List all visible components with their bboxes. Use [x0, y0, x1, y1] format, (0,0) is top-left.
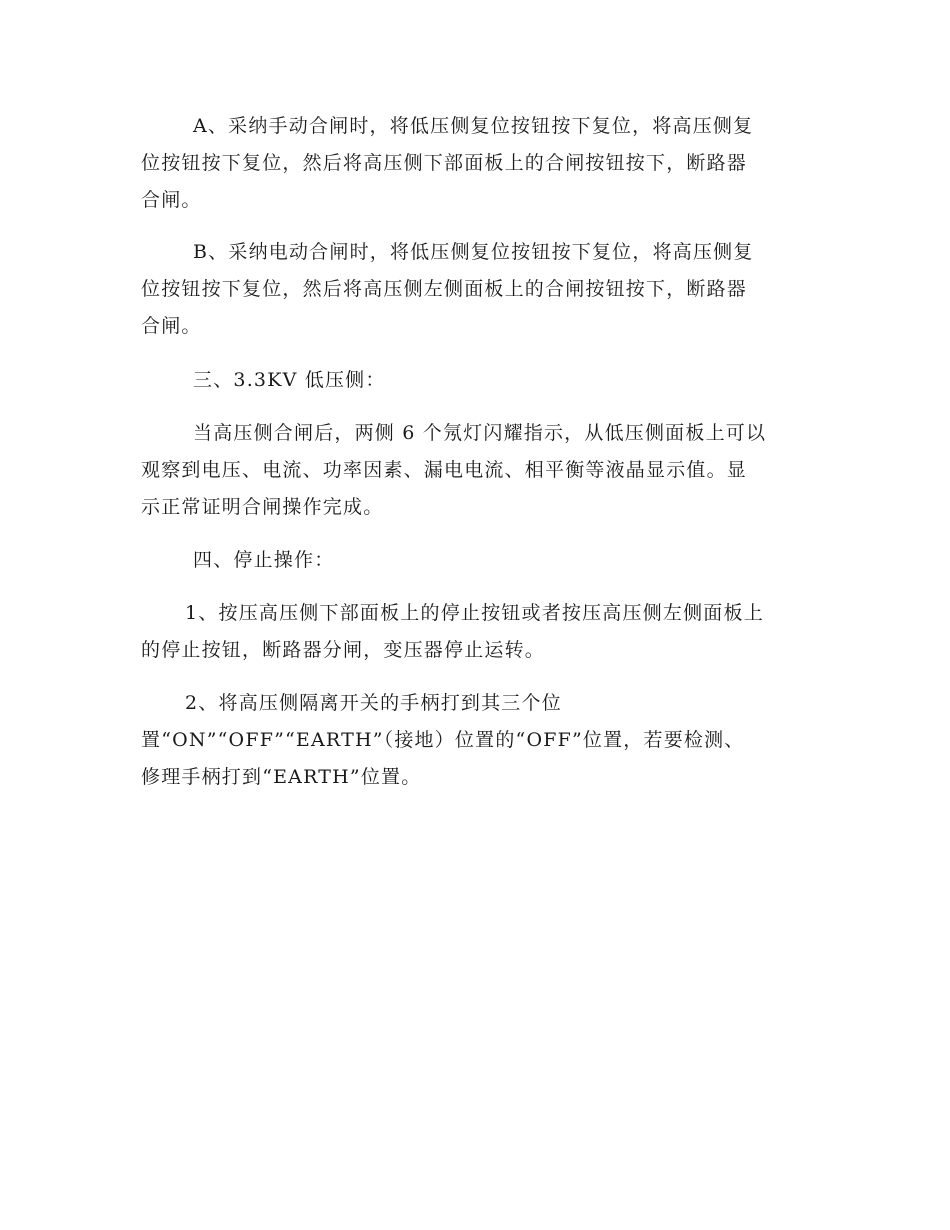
paragraph-line: 位按钮按下复位，然后将高压侧下部面板上的合闸按钮按下，断路器 [141, 152, 748, 174]
heading-text: 四、停止操作： [193, 549, 335, 571]
paragraph-line: 当高压侧合闸后，两侧 6 个氖灯闪耀指示，从低压侧面板上可以 [193, 422, 767, 444]
paragraph-line: 合闸。 [141, 189, 202, 211]
heading-text: 三、3.3KV 低压侧： [193, 369, 386, 391]
paragraph-line: 1、按压高压侧下部面板上的停止按钮或者按压高压侧左侧面板上 [185, 602, 764, 624]
paragraph-line: B、采纳电动合闸时，将低压侧复位按钮按下复位，将高压侧复 [193, 241, 754, 263]
paragraph-stop-step-1 [141, 595, 806, 669]
paragraph-low-voltage [141, 415, 806, 526]
paragraph-line: 位按钮按下复位，然后将高压侧左侧面板上的合闸按钮按下，断路器 [141, 278, 748, 300]
paragraph-line: 修理手柄打到“EARTH”位置。 [141, 766, 422, 788]
paragraph-line: 2、将高压侧隔离开关的手柄打到其三个位 [185, 692, 562, 714]
paragraph-stop-step-2 [141, 685, 806, 796]
paragraph-line: 示正常证明合闸操作完成。 [141, 496, 384, 518]
section-heading-low-voltage [141, 362, 806, 399]
paragraph-electric-close [141, 234, 806, 345]
paragraph-line: A、采纳手动合闸时，将低压侧复位按钮按下复位，将高压侧复 [193, 115, 754, 137]
section-heading-stop [141, 542, 806, 579]
paragraph-manual-close [141, 108, 806, 219]
paragraph-line: 观察到电压、电流、功率因素、漏电电流、相平衡等液晶显示值。显 [141, 459, 748, 481]
paragraph-line: 合闸。 [141, 315, 202, 337]
paragraph-line: 置“ON”“OFF”“EARTH”（接地）位置的“OFF”位置，若要检测、 [141, 729, 745, 751]
paragraph-line: 的停止按钮，断路器分闸，变压器停止运转。 [141, 639, 546, 661]
